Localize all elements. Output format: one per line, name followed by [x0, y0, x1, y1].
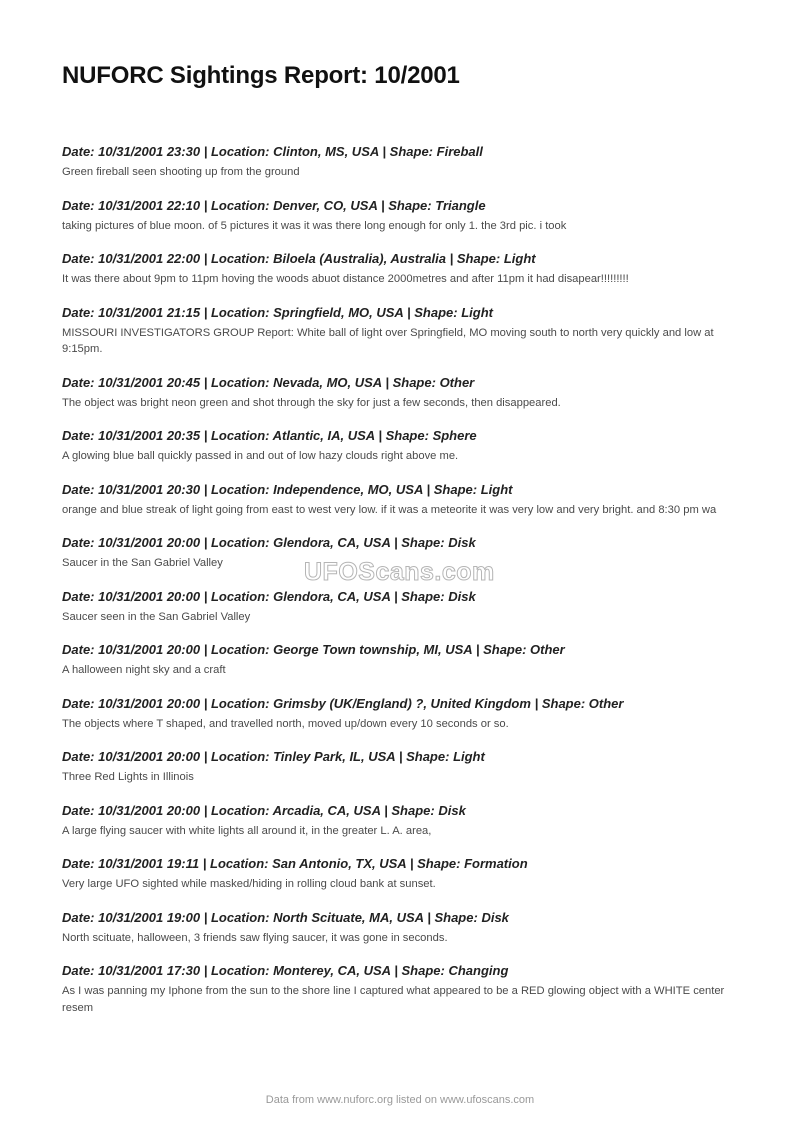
sighting-date: 10/31/2001 22:00: [98, 251, 201, 266]
date-label: Date:: [62, 197, 95, 213]
shape-label: Shape:: [541, 695, 586, 711]
sighting-location: Clinton, MS, USA: [273, 144, 379, 159]
sighting-entry: [62, 143, 742, 181]
date-label: Date:: [62, 251, 95, 266]
date-label: Date:: [62, 535, 95, 550]
sighting-shape: Triangle: [435, 197, 486, 213]
sighting-entry: [62, 304, 742, 358]
location-label: Location:: [210, 535, 270, 550]
sighting-shape: Changing: [448, 963, 509, 978]
separator: |: [393, 535, 398, 550]
shape-label: Shape:: [385, 428, 429, 443]
location-label: Location:: [210, 197, 270, 213]
shape-label: Shape:: [392, 374, 436, 390]
sighting-shape: Light: [453, 749, 485, 764]
sighting-location: San Antonio, TX, USA: [272, 856, 407, 871]
separator: |: [393, 588, 398, 604]
separator: |: [203, 251, 208, 266]
location-label: Location:: [210, 481, 270, 497]
separator: |: [203, 749, 208, 764]
sighting-location: Springfield, MO, USA: [273, 304, 404, 320]
sighting-description: As I was panning my Iphone from the sun to the shore line I captured what appeared to be a RED glowing object with a WHITE center resem: [62, 985, 725, 1014]
sighting-header: [62, 143, 742, 160]
separator: |: [378, 428, 382, 443]
separator: |: [475, 642, 480, 657]
sighting-description: A glowing blue ball quickly passed in and out of low hazy clouds right above me.: [62, 450, 459, 462]
sighting-header: [62, 962, 742, 979]
location-label: Location:: [210, 856, 269, 871]
date-label: Date:: [62, 695, 95, 711]
sighting-entry: [62, 748, 742, 786]
sighting-description: MISSOURI INVESTIGATORS GROUP Report: White ball of light over Springfield, MO moving south to north very quickly and low at 9:15pm.: [62, 326, 714, 355]
sighting-location: Arcadia, CA, USA: [272, 802, 381, 818]
separator: |: [203, 695, 208, 711]
separator: |: [203, 374, 208, 390]
shape-label: Shape:: [406, 749, 450, 764]
separator: |: [398, 749, 403, 764]
separator: |: [203, 197, 208, 213]
sighting-shape: Light: [480, 481, 513, 497]
shape-label: Shape:: [401, 588, 445, 604]
sighting-entry: [62, 909, 742, 947]
date-label: Date:: [62, 802, 95, 818]
sighting-date: 10/31/2001 17:30: [98, 963, 201, 978]
sighting-header: [62, 909, 742, 926]
date-label: Date:: [62, 588, 95, 604]
sighting-shape: Formation: [464, 856, 528, 871]
sighting-description: It was there about 9pm to 11pm hoving the woods abuot distance 2000metres and after 11pm it had disapear!!!!!!!!!: [62, 273, 629, 285]
date-label: Date:: [62, 304, 95, 320]
sighting-entry: [62, 250, 742, 288]
shape-label: Shape:: [417, 856, 461, 871]
sighting-description: A halloween night sky and a craft: [62, 664, 226, 676]
date-label: Date:: [62, 374, 95, 390]
date-label: Date:: [62, 749, 95, 764]
sighting-entry: [62, 481, 742, 519]
location-label: Location:: [210, 749, 270, 764]
sighting-date: 10/31/2001 20:00: [98, 802, 201, 818]
date-label: Date:: [62, 856, 95, 871]
location-label: Location:: [210, 144, 270, 159]
sighting-shape: Disk: [448, 535, 476, 550]
sighting-description: orange and blue streak of light going from east to west very low. if it was a meteorite it was very low and very bright. and 8:30 pm wa: [62, 503, 717, 516]
separator: |: [203, 304, 208, 320]
sighting-location: Glendora, CA, USA: [273, 588, 391, 604]
sighting-header: [62, 197, 742, 214]
location-label: Location:: [210, 909, 270, 925]
sighting-header: [62, 534, 742, 551]
sighting-shape: Disk: [438, 802, 466, 818]
sighting-date: 10/31/2001 20:30: [98, 481, 201, 497]
shape-label: Shape:: [401, 963, 445, 978]
sighting-entry: [62, 695, 742, 733]
sighting-header: [62, 481, 742, 498]
separator: |: [202, 856, 207, 871]
sighting-description: Three Red Lights in Illinois: [62, 771, 194, 783]
sighting-date: 10/31/2001 19:00: [98, 909, 201, 925]
shape-label: Shape:: [389, 144, 434, 159]
separator: |: [203, 535, 208, 550]
sighting-description: The objects where T shaped, and travelled north, moved up/down every 10 seconds or so.: [62, 717, 509, 730]
shape-label: Shape:: [456, 251, 501, 266]
sighting-description: Green fireball seen shooting up from the ground: [62, 166, 300, 178]
footer-credit: Data from www.nuforc.org listed on www.ufoscans.com: [265, 1094, 535, 1106]
separator: |: [203, 428, 208, 443]
sighting-entry: [62, 641, 742, 679]
sighting-date: 10/31/2001 20:00: [98, 749, 201, 764]
sighting-header: [62, 802, 742, 819]
sighting-date: 10/31/2001 20:00: [98, 695, 201, 711]
watermark: UFOScans.com: [304, 558, 495, 586]
sighting-location: Nevada, MO, USA: [273, 374, 382, 390]
sighting-location: Glendora, CA, USA: [273, 535, 391, 550]
shape-label: Shape:: [388, 197, 432, 213]
date-label: Date:: [62, 909, 95, 925]
date-label: Date:: [62, 963, 95, 978]
sighting-shape: Other: [530, 642, 565, 657]
location-label: Location:: [210, 588, 270, 604]
sighting-location: Tinley Park, IL, USA: [273, 749, 396, 764]
sighting-location: George Town township, MI, USA: [273, 642, 473, 657]
sighting-date: 10/31/2001 20:45: [98, 374, 201, 390]
sighting-date: 10/31/2001 20:00: [98, 642, 201, 657]
sighting-entry: [62, 427, 742, 465]
sighting-date: 10/31/2001 22:10: [98, 197, 201, 213]
location-label: Location:: [210, 695, 270, 711]
sighting-entry: [62, 374, 742, 412]
sighting-header: [62, 304, 742, 321]
sighting-entry: [62, 855, 742, 893]
sighting-header: [62, 250, 742, 267]
sighting-date: 10/31/2001 20:00: [98, 535, 201, 550]
sighting-description: taking pictures of blue moon. of 5 pictures it was it was there long enough for only 1. the 3rd pic. i took: [62, 219, 567, 232]
sighting-entry: [62, 962, 742, 1016]
separator: |: [394, 963, 398, 978]
sighting-location: Biloela (Australia), Australia: [273, 251, 446, 266]
sighting-date: 10/31/2001 23:30: [98, 144, 201, 159]
shape-label: Shape:: [391, 802, 435, 818]
sighting-header: [62, 855, 742, 872]
separator: |: [203, 642, 208, 657]
sighting-location: Grimsby (UK/England) ?, United Kingdom: [273, 695, 531, 711]
sighting-header: [62, 641, 742, 658]
separator: |: [385, 374, 389, 390]
date-label: Date:: [62, 428, 95, 443]
sighting-description: North scituate, halloween, 3 friends saw flying saucer, it was gone in seconds.: [62, 931, 448, 944]
page-title: NUFORC Sightings Report: 10/2001: [62, 62, 460, 89]
sighting-date: 10/31/2001 21:15: [98, 304, 201, 320]
sighting-location: Independence, MO, USA: [273, 481, 423, 497]
sighting-header: [62, 588, 742, 605]
separator: |: [382, 144, 387, 159]
sighting-date: 10/31/2001 20:35: [98, 428, 201, 443]
sighting-location: North Scituate, MA, USA: [273, 909, 424, 925]
sighting-location: Denver, CO, USA: [273, 197, 378, 213]
sighting-header: [62, 748, 742, 765]
sighting-shape: Other: [588, 695, 624, 711]
separator: |: [203, 481, 208, 497]
location-label: Location:: [210, 428, 270, 443]
separator: |: [381, 197, 385, 213]
location-label: Location:: [210, 304, 270, 320]
sighting-header: [62, 374, 742, 391]
sighting-header: [62, 695, 742, 712]
separator: |: [384, 802, 388, 818]
sighting-description: The object was bright neon green and shot through the sky for just a few seconds, then disappeared.: [62, 396, 561, 409]
shape-label: Shape:: [433, 481, 478, 497]
separator: |: [427, 909, 431, 925]
sighting-date: 10/31/2001 19:11: [98, 856, 200, 871]
shape-label: Shape:: [483, 642, 527, 657]
sighting-location: Atlantic, IA, USA: [272, 428, 375, 443]
separator: |: [203, 588, 208, 604]
sighting-entry: [62, 197, 742, 235]
sighting-entry: [62, 588, 742, 626]
separator: |: [203, 144, 208, 159]
sighting-shape: Disk: [448, 588, 476, 604]
shape-label: Shape:: [401, 535, 445, 550]
sighting-date: 10/31/2001 20:00: [98, 588, 201, 604]
sighting-shape: Light: [461, 304, 493, 320]
separator: |: [406, 304, 411, 320]
shape-label: Shape:: [414, 304, 458, 320]
location-label: Location:: [210, 802, 270, 818]
shape-label: Shape:: [434, 909, 478, 925]
sighting-shape: Light: [503, 251, 536, 266]
separator: |: [426, 481, 431, 497]
separator: |: [203, 802, 208, 818]
sighting-description: Very large UFO sighted while masked/hiding in rolling cloud bank at sunset.: [62, 878, 436, 890]
sightings-list: [62, 143, 742, 1032]
sighting-shape: Sphere: [432, 428, 477, 443]
sighting-description: Saucer in the San Gabriel Valley: [62, 557, 223, 569]
separator: |: [203, 909, 208, 925]
location-label: Location:: [210, 374, 270, 390]
sighting-location: Monterey, CA, USA: [273, 963, 391, 978]
separator: |: [449, 251, 454, 266]
separator: |: [203, 963, 208, 978]
location-label: Location:: [210, 963, 270, 978]
sighting-shape: Disk: [481, 909, 509, 925]
date-label: Date:: [62, 642, 95, 657]
sighting-entry: [62, 802, 742, 840]
separator: |: [409, 856, 414, 871]
sighting-header: [62, 427, 742, 444]
date-label: Date:: [62, 481, 95, 497]
sighting-shape: Fireball: [436, 144, 483, 159]
date-label: Date:: [62, 144, 95, 159]
sighting-shape: Other: [439, 374, 475, 390]
separator: |: [534, 695, 539, 711]
sighting-description: A large flying saucer with white lights all around it, in the greater L. A. area,: [62, 824, 432, 837]
sighting-description: Saucer seen in the San Gabriel Valley: [62, 610, 251, 623]
location-label: Location:: [210, 642, 270, 657]
location-label: Location:: [210, 251, 270, 266]
